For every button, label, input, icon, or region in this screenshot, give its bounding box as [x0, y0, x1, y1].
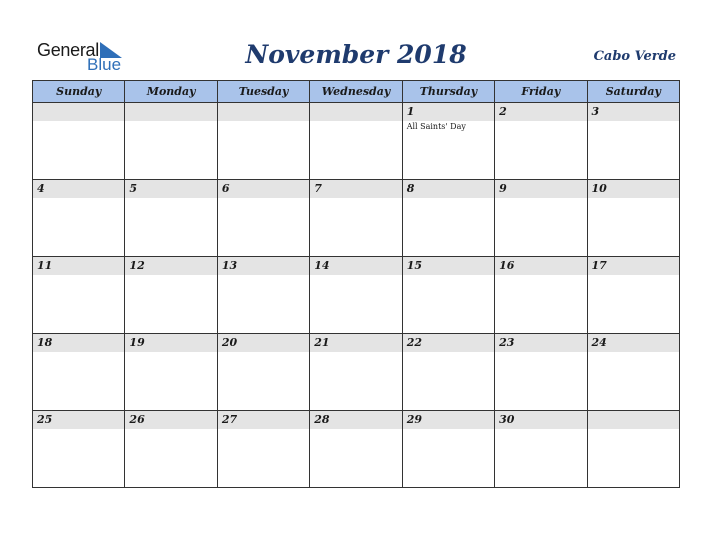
- weekday-header: Monday: [125, 81, 217, 103]
- weekday-header: Saturday: [587, 81, 679, 103]
- day-number: 8: [406, 182, 415, 195]
- day-number: 11: [37, 259, 53, 272]
- day-number: 9: [499, 182, 507, 195]
- weekday-header: Friday: [495, 81, 587, 103]
- day-cell[interactable]: [495, 334, 587, 411]
- date-band: [218, 180, 309, 198]
- date-band: [403, 103, 494, 121]
- weekday-header-row: [33, 81, 680, 103]
- day-number: 12: [129, 259, 145, 272]
- day-number: 15: [406, 259, 422, 272]
- date-band: [588, 411, 679, 429]
- day-cell[interactable]: [125, 334, 217, 411]
- day-cell[interactable]: [310, 334, 402, 411]
- day-cell[interactable]: [217, 334, 309, 411]
- day-number: 7: [314, 182, 322, 195]
- day-cell[interactable]: [587, 334, 679, 411]
- date-band: [218, 411, 309, 429]
- date-band: [125, 411, 216, 429]
- logo-text-blue: Blue: [87, 55, 122, 74]
- day-number: 22: [406, 336, 422, 349]
- day-number: 1: [406, 105, 415, 118]
- date-band: [33, 257, 124, 275]
- date-band: [33, 411, 124, 429]
- weekday-header: Thursday: [402, 81, 494, 103]
- day-cell[interactable]: [587, 411, 679, 488]
- day-cell[interactable]: [495, 257, 587, 334]
- day-number: 6: [221, 182, 230, 195]
- day-cell[interactable]: [310, 103, 402, 180]
- day-number: 27: [221, 413, 238, 426]
- day-number: 4: [37, 182, 45, 195]
- day-cell[interactable]: [125, 411, 217, 488]
- day-number: 19: [129, 336, 145, 349]
- country-label: Cabo Verde: [593, 49, 676, 64]
- day-cell[interactable]: [217, 103, 309, 180]
- date-band: [33, 103, 124, 121]
- date-band: [125, 180, 216, 198]
- day-number: 29: [406, 413, 422, 426]
- day-cell[interactable]: [125, 257, 217, 334]
- day-cell[interactable]: [217, 411, 309, 488]
- date-band: [218, 334, 309, 352]
- day-number: 28: [314, 413, 330, 426]
- day-cell[interactable]: [402, 257, 494, 334]
- day-cell[interactable]: [33, 103, 125, 180]
- date-band: [218, 103, 309, 121]
- day-number: 5: [129, 182, 138, 195]
- calendar-grid: [32, 80, 680, 488]
- day-cell[interactable]: [402, 180, 494, 257]
- date-band: [588, 180, 679, 198]
- day-number: 3: [591, 105, 600, 118]
- date-band: [495, 180, 586, 198]
- date-band: [33, 334, 124, 352]
- date-band: [125, 257, 216, 275]
- date-band: [310, 334, 401, 352]
- date-band: [495, 334, 586, 352]
- date-band: [495, 103, 586, 121]
- day-cell[interactable]: [402, 103, 494, 180]
- day-cell[interactable]: [33, 180, 125, 257]
- date-band: [403, 180, 494, 198]
- day-cell[interactable]: [402, 334, 494, 411]
- date-band: [403, 411, 494, 429]
- calendar-body: [33, 103, 680, 488]
- date-band: [33, 180, 124, 198]
- date-band: [495, 257, 586, 275]
- day-cell[interactable]: [587, 180, 679, 257]
- day-number: 17: [591, 259, 607, 272]
- logo-text-general: General: [37, 40, 99, 60]
- day-number: 20: [221, 336, 238, 349]
- date-band: [310, 411, 401, 429]
- day-cell[interactable]: [33, 334, 125, 411]
- page-title: November 2018: [245, 40, 467, 69]
- date-band: [218, 257, 309, 275]
- day-cell[interactable]: [495, 103, 587, 180]
- day-number: 26: [129, 413, 145, 426]
- day-number: 14: [314, 259, 330, 272]
- day-number: 30: [499, 413, 515, 426]
- date-band: [310, 103, 401, 121]
- date-band: [495, 411, 586, 429]
- day-cell[interactable]: [125, 180, 217, 257]
- day-number: 16: [499, 259, 515, 272]
- date-band: [310, 180, 401, 198]
- day-number: 23: [499, 336, 515, 349]
- weekday-header: Sunday: [33, 81, 125, 103]
- week-row: [33, 103, 680, 180]
- date-band: [403, 257, 494, 275]
- holiday-label: All Saints' Day: [406, 122, 466, 131]
- date-band: [125, 334, 216, 352]
- day-number: 24: [591, 336, 607, 349]
- day-cell[interactable]: [587, 257, 679, 334]
- day-cell[interactable]: [33, 257, 125, 334]
- day-cell[interactable]: [125, 103, 217, 180]
- day-cell[interactable]: [33, 411, 125, 488]
- date-band: [588, 103, 679, 121]
- day-number: 25: [37, 413, 53, 426]
- day-cell[interactable]: [217, 180, 309, 257]
- day-cell[interactable]: [310, 411, 402, 488]
- week-row: [33, 334, 680, 411]
- day-cell[interactable]: [217, 257, 309, 334]
- day-cell[interactable]: [310, 180, 402, 257]
- day-number: 18: [37, 336, 53, 349]
- week-row: [33, 411, 680, 488]
- day-cell[interactable]: [495, 180, 587, 257]
- date-band: [588, 334, 679, 352]
- weekday-header: Wednesday: [310, 81, 402, 103]
- date-band: [403, 334, 494, 352]
- week-row: [33, 257, 680, 334]
- day-cell[interactable]: [495, 411, 587, 488]
- day-number: 21: [314, 336, 330, 349]
- week-row: [33, 180, 680, 257]
- day-cell[interactable]: [310, 257, 402, 334]
- date-band: [310, 257, 401, 275]
- day-cell[interactable]: [587, 103, 679, 180]
- date-band: [125, 103, 216, 121]
- day-cell[interactable]: [402, 411, 494, 488]
- day-number: 10: [591, 182, 607, 195]
- day-number: 13: [221, 259, 238, 272]
- weekday-header: Tuesday: [217, 81, 309, 103]
- day-number: 2: [499, 105, 507, 118]
- date-band: [588, 257, 679, 275]
